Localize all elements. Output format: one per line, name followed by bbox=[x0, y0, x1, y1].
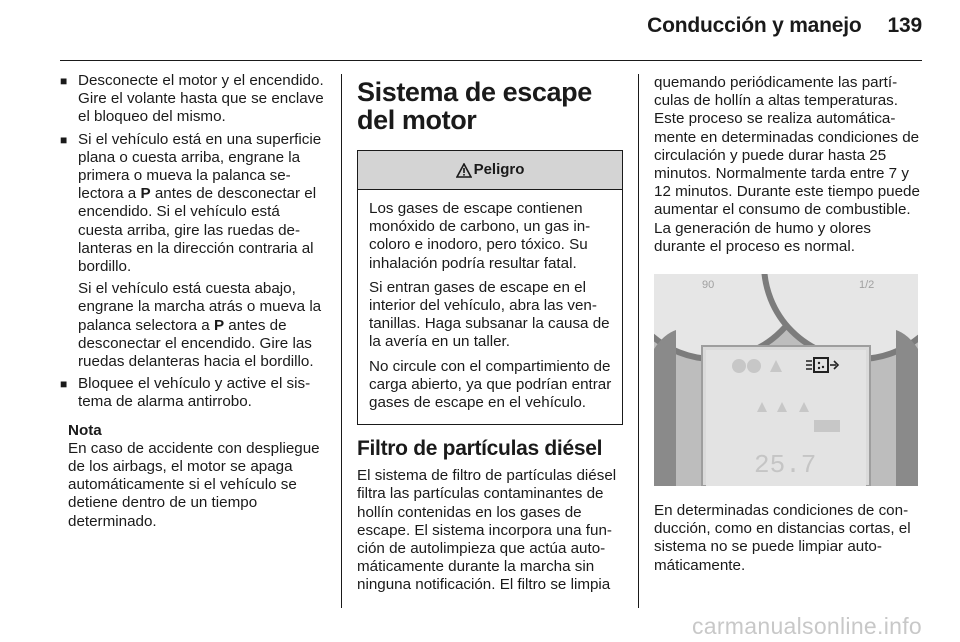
danger-paragraph: Si entran gases de escape en el interior del vehículo, abra las ventanillas. Haga subsanar la causa de la avería en un taller. bbox=[369, 278, 610, 351]
page-number: 139 bbox=[887, 14, 922, 37]
danger-body bbox=[358, 190, 622, 424]
watermark: carmanualsonline.info bbox=[691, 613, 922, 639]
page-header bbox=[647, 14, 922, 38]
bullet-square-icon: ■ bbox=[60, 74, 68, 88]
list-item bbox=[60, 375, 328, 411]
instrument-cluster-photo bbox=[654, 274, 918, 486]
bullet-square-icon: ■ bbox=[60, 377, 68, 392]
column-right bbox=[654, 74, 922, 575]
danger-box bbox=[357, 150, 623, 425]
section-heading: Sistema de escape del motor bbox=[357, 77, 592, 135]
gear-position-p: P bbox=[140, 185, 151, 203]
column-left bbox=[60, 72, 328, 531]
danger-paragraph: No circule con el compartimiento de carga abierto, ya que podrían entrar gases de escape en el vehículo. bbox=[369, 357, 612, 412]
list-item-text: Bloquee el vehículo y active el sistema de alarma antirrobo. bbox=[78, 375, 311, 411]
gear-position-p: P bbox=[213, 316, 225, 334]
warning-triangle-icon bbox=[456, 163, 472, 178]
page-title: Conducción y manejo bbox=[647, 14, 862, 37]
column-divider-left bbox=[341, 74, 342, 608]
sub-paragraph: Si el vehículo está cuesta abajo, engrane la marcha atrás o mueva la palanca selectora a P antes de desconectar el encendido. Gire las ruedas delanteras hacia el bordillo. bbox=[78, 280, 322, 371]
list-item-text: Si el vehículo está en una superficie plana o cuesta arriba, engrane la primera o mueva la palanca selectora a bbox=[78, 130, 322, 203]
note-text: En caso de accidente con despliegue de los airbags, el motor se apaga automáticamente si el vehículo se detiene dentro de un tiempo determinado. bbox=[68, 439, 320, 530]
section-subheading: Filtro de partículas diésel bbox=[357, 437, 603, 461]
body-paragraph: En determinadas condiciones de conducción, como en distancias cortas, el sistema no se puede limpiar automáticamente. bbox=[654, 502, 911, 574]
list-item bbox=[60, 72, 328, 127]
list-item bbox=[60, 131, 328, 277]
display-readout: 25.7 bbox=[754, 450, 817, 481]
danger-header bbox=[358, 151, 622, 190]
danger-title: Peligro bbox=[473, 160, 525, 178]
column-divider-right bbox=[638, 74, 639, 608]
note-title: Nota bbox=[68, 421, 102, 439]
list-item-text: antes de desconectar el encendido. Si el vehículo está cuesta arriba, gire las ruedas delanteras en la dirección contraria al bordillo. bbox=[78, 185, 317, 276]
body-paragraph: El sistema de filtro de partículas diésel filtra las partículas contaminantes de hollín contenidas en los gases de escape. El sistema incorpora una función de autolimpieza que actúa automáticamente durante la marcha sin ninguna notificación. El filtro se limpia bbox=[357, 467, 617, 594]
danger-paragraph: Los gases de escape contienen monóxido de carbono, un gas incoloro e inodoro, pero tóxico. Su inhalación podría resultar fatal. bbox=[369, 200, 591, 272]
instrument-cluster-illustration bbox=[654, 274, 918, 486]
header-rule bbox=[60, 60, 922, 61]
gauge-right-label: 1/2 bbox=[859, 279, 875, 292]
list-item-text: Desconecte el motor y el encendido. Gire el volante hasta que se enclave el bloqueo del mismo. bbox=[78, 72, 324, 126]
body-paragraph: quemando periódicamente las partículas de hollín a altas temperaturas. Este proceso se realiza automáticamente en determinadas condiciones de circulación y puede durar hasta 25 minutos. Normalmente tarda entre 7 y 12 minutos. Durante este tiempo puede aumentar el consumo de combustible. La generación de humo y olores durante el proceso es normal. bbox=[654, 74, 920, 255]
gauge-left-label: 90 bbox=[702, 279, 715, 292]
column-middle bbox=[357, 74, 623, 595]
bullet-square-icon: ■ bbox=[60, 132, 68, 147]
